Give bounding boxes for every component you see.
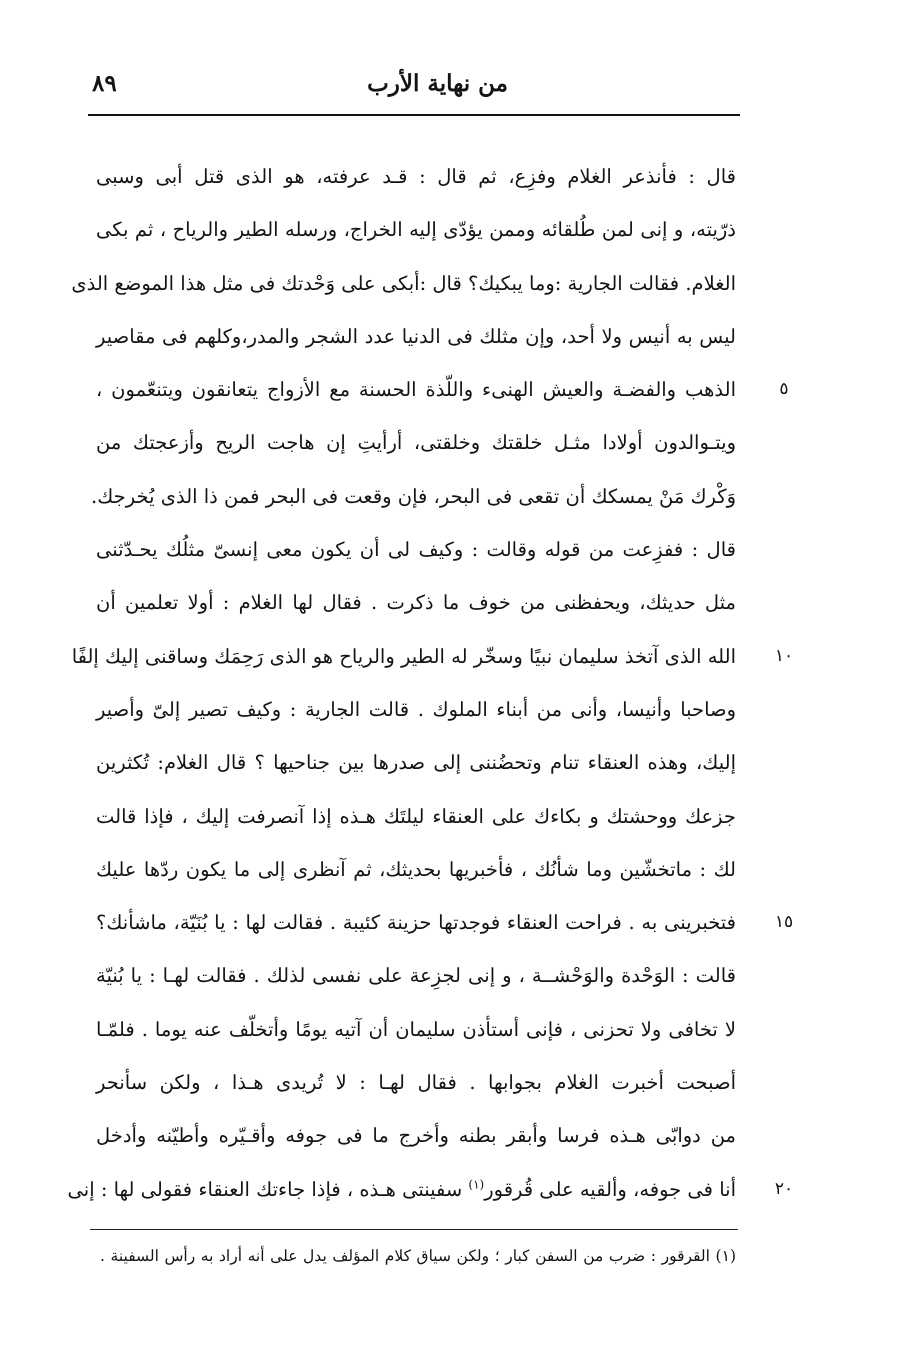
text-line xyxy=(96,790,736,843)
line-text: إليك، وهذه العنقاء تنام وتحضُننى إلى صدرها بين جناحيها ؟ قال الغلام: تُكثرين xyxy=(96,751,736,775)
line-text: فتخبرينى به . فراحت العنقاء فوجدتها حزينة كئيبة . فقالت لها : يا بُنَيّة، ماشأنك؟ xyxy=(96,911,736,935)
line-text: الذهب والفضـة والعيش الهنىء واللّذة الحسنة مع الأزواج يتعانقون ويتنعّمون ، xyxy=(96,378,736,402)
text-line xyxy=(96,150,736,203)
line-text: الغلام. فقالت الجارية :وما يبكيك؟ قال :أبكى على وَحْدتك فى مثل هذا الموضع الذى xyxy=(71,271,736,295)
text-line xyxy=(96,363,789,416)
line-number: ١٠ xyxy=(774,645,794,666)
text-line xyxy=(67,1163,794,1216)
text-line xyxy=(96,843,736,896)
line-text: وَكْرك مَنْ يمسكك أن تقعى فى البحر، فإن وقعت فى البحر فمن ذا الذى يُخرجك. xyxy=(91,484,736,508)
text-line xyxy=(96,576,736,629)
line-text: ليس به أنيس ولا أحد، وإن مثلك فى الدنيا عدد الشجر والمدر،وكلهم فى مقاصير xyxy=(96,324,736,348)
text-line xyxy=(71,630,794,683)
line-text: ذرّيته، و إنى لمن طُلقائه وممن يؤدّى إليه الخراج، ورسله الطير والرياح ، ثم بكى xyxy=(96,218,736,242)
line-text: لا تخافى ولا تحزنى ، فإنى أستأذن سليمان أن آتيه يومًا وأتخلّف عنه يوما . فلمّـا xyxy=(96,1017,736,1041)
body-text xyxy=(67,150,794,1216)
page-number: ٨٩ xyxy=(92,70,117,97)
text-line xyxy=(96,736,736,789)
text-line xyxy=(96,523,736,576)
text-line xyxy=(96,1056,736,1109)
line-text: من دوابّى هـذه فرسا وأبقر بطنه وأخرج ما فى جوفه وأقـيّره وأطيّنه وأدخل xyxy=(96,1124,736,1148)
text-line xyxy=(71,257,736,310)
line-text: وصاحبا وأنيسا، وأنى من أبناء الملوك . قالت الجارية : وكيف تصير إلىّ وأصير xyxy=(96,697,736,721)
line-text: أصبحت أخبرت الغلام بجوابها . فقال لهـا : لا تُريدى هـذا ، ولكن سأنحر xyxy=(96,1071,736,1095)
line-number: ٢٠ xyxy=(774,1178,794,1199)
line-text: الله الذى آتخذ سليمان نبيًا وسخّر له الطير والرياح هو الذى رَحِمَك وساقنى إليك إلفًا xyxy=(71,644,736,668)
footnote-marker: (١) xyxy=(468,1177,485,1192)
line-number: ١٥ xyxy=(774,912,794,933)
line-text: مثل حديثك، ويحفظنى من خوف ما ذكرت . فقال لها الغلام : أولا تعلمين أن xyxy=(96,591,736,615)
line-text: قال : ففزِعت من قوله وقالت : وكيف لى أن يكون معى إنسىّ مثلُك يحـدّثنى xyxy=(96,538,736,562)
footnote: (١) القرقور : ضرب من السفن كبار ؛ ولكن سياق كلام المؤلف يدل على أنه أراد به رأس السفينة . xyxy=(100,1247,736,1265)
text-line xyxy=(96,683,736,736)
text-line xyxy=(96,896,794,949)
text-line xyxy=(96,203,736,256)
line-text: لك : ماتخشّين وما شأنُك ، فأخبريها بحديثك، ثم آنظرى إلى ما يكون ردّها عليك xyxy=(96,857,736,881)
text-line xyxy=(96,1109,736,1162)
text-line xyxy=(91,470,736,523)
header-rule xyxy=(88,114,740,116)
line-text: ويتـوالدون أولادا مثـل خلقتك وخلقتى، أرأيتِ إن هاجت الريح وأزعجتك من xyxy=(96,431,736,455)
text-line xyxy=(96,310,736,363)
text-line xyxy=(96,416,736,469)
running-title: من نهاية الأرب xyxy=(367,70,508,97)
page-header xyxy=(88,62,738,112)
line-number: ٥ xyxy=(779,379,789,400)
text-line xyxy=(96,949,736,1002)
text-line xyxy=(96,1003,736,1056)
line-text: قال : فأنذعر الغلام وفزِع، ثم قال : قـد عرفته، هو الذى قتل أبى وسبى xyxy=(96,165,736,188)
line-text: أنا فى جوفه، وألقيه على قُرقور$^{(١)}$ سفينتى هـذه ، فإذا جاءتك العنقاء فقولى لها : إنى xyxy=(67,1177,736,1201)
line-text: قالت : الوَحْدة والوَحْشــة ، و إنى لجزِعة على نفسى لذلك . فقالت لهـا : يا بُنيّة xyxy=(96,964,736,988)
footnote-rule xyxy=(90,1229,738,1230)
line-text: جزعك ووحشتك و بكاءك على العنقاء ليلتَك هـذه إذا آنصرفت إليك ، فإذا قالت xyxy=(96,804,736,828)
